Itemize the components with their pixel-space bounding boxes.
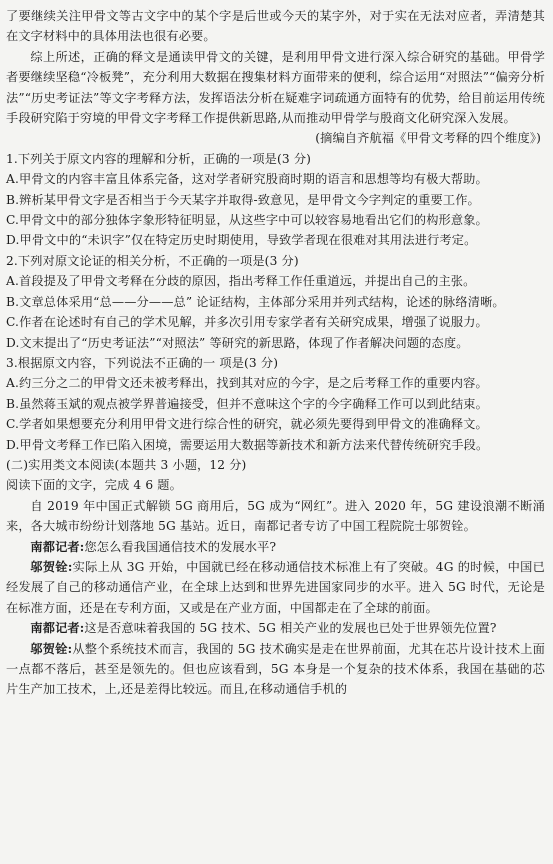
q3-option-b: B.虽然蒋玉斌的观点被学界普遍接受，但并不意味这个字的今字确释工作可以到此结束。	[6, 396, 488, 411]
speaker-label: 邬贺铨:	[30, 641, 73, 656]
passage-source: (摘编自齐航福《甲骨文考释的四个维度》)	[315, 131, 541, 146]
section2-heading: (二)实用类文本阅读(本题共 3 小题，12 分)	[6, 457, 247, 472]
q3-option-c: C.学者如果想要充分利用甲骨文进行综合性的研究，就必须先要得到甲骨文的准确释文。	[6, 417, 488, 432]
interview-turn	[6, 557, 545, 618]
q1-option-a: A.甲骨文的内容丰富且体系完备，这对学者研究殷商时期的语言和思想等均有极大帮助。	[6, 172, 488, 187]
q2-option-a: A.首段提及了甲骨文考释在分歧的原因，指出考释工作任重道远，并提出自己的主张。	[6, 274, 476, 289]
interview-turn	[6, 537, 545, 557]
q3-stem: 3.根据原文内容，下列说法不正确的一 项是(3 分)	[6, 355, 279, 370]
q3-option-d: D.甲骨文考释工作已陷入困境，需要运用大数据等新技术和新方法来代替传统研究手段。	[6, 437, 489, 452]
interview-turn	[6, 639, 545, 700]
q2-option-b: B.文章总体采用“总——分——总” 论证结构，主体部分采用并列式结构，论述的脉络清晰。	[6, 294, 505, 309]
q3-option-a: A.约三分之二的甲骨文还未被考释出，找到其对应的今字，是之后考释工作的重要内容。	[6, 376, 488, 391]
speech-text: 实际上从 3G 开始，中国就已经在移动通信技术标准上有了突破。4G 的时候，中国已经发展了自己的移动通信产业，在全球上达到和世界先进国家同步的水平。进入 5G 时代，无论是在标准方面，还是在专利方面，又或是在产业方面，中国都走在了全球的前面。	[6, 559, 545, 615]
q2-option-c: C.作者在论述时有自己的学术见解，并多次引用专家学者有关研究成果，增强了说服力。	[6, 315, 488, 330]
q2-stem: 2.下列对原文论证的相关分析，不正确的一项是(3 分)	[6, 253, 299, 268]
section2-intro-paragraph: 自 2019 年中国正式解锁 5G 商用后，5G 成为“网红”。进入 2020 年，5G 建设浪潮不断涌来，各大城市纷纷计划落地 5G 基站。近日，南都记者专访了中国工程院院士邬贺铨。	[6, 498, 545, 534]
speaker-label: 邬贺铨:	[30, 559, 73, 574]
q1-option-b: B.辨析某甲骨文字是否相当于今天某字并取得-致意见，是甲骨文今字判定的重要工作。	[6, 192, 480, 207]
section2-instruction: 阅读下面的文字，完成 4 6 题。	[6, 478, 182, 493]
q2-option-d: D.文末提出了“历史考证法”“对照法” 等研究的新思路，体现了作者解决问题的态度。	[6, 335, 469, 350]
q1-option-c: C.甲骨文中的部分独体字象形特征明显，从这些字中可以较容易地看出它们的构形意象。	[6, 213, 488, 228]
q1-option-d: D.甲骨文中的“未识字”仅在特定历史时期使用，导致学者现在很难对其用法进行考定。	[6, 233, 477, 248]
passage-summary-paragraph: 综上所述，正确的释文是通读甲骨文的关键，是利用甲骨文进行深入综合研究的基础。甲骨学者要继续坚稳“冷板凳”，充分利用大数据在搜集材料方面带来的便利，综合运用“对照法”“偏旁分析法”“历史考证法”等文字考释方法，发挥语法分析在疑难字词疏通方面特有的优势，给目前运用传统手段研究陷于穷境的甲骨文字考释工作提供新思路,从而推动甲骨学与殷商文化研究深入发展。	[6, 49, 545, 126]
speech-text: 您怎么看我国通信技术的发展水平?	[84, 539, 277, 554]
speech-text: 这是否意味着我国的 5G 技术、5G 相关产业的发展也已处于世界领先位置?	[84, 621, 497, 636]
interview-turn	[6, 618, 545, 638]
speaker-label: 南都记者:	[30, 621, 85, 636]
q1-stem: 1.下列关于原文内容的理解和分析，正确的一项是(3 分)	[6, 151, 312, 166]
passage-tail-paragraph: 了要继续关注甲骨文等古文字中的某个字是后世或今天的某字外，对于实在无法对应者，弄清楚其在文字材料中的具体用法也很有必要。	[6, 9, 545, 44]
speaker-label: 南都记者:	[30, 539, 85, 554]
speech-text: 从整个系统技术而言，我国的 5G 技术确实是走在世界前面，尤其在芯片设计技术上面一点都不落后，甚至是领先的。但也应该看到，5G 本身是一个复杂的技术体系，我国在基础的芯片生产加工技术，上,还是差得比较远。而且,在移动通信手机的	[6, 641, 545, 697]
